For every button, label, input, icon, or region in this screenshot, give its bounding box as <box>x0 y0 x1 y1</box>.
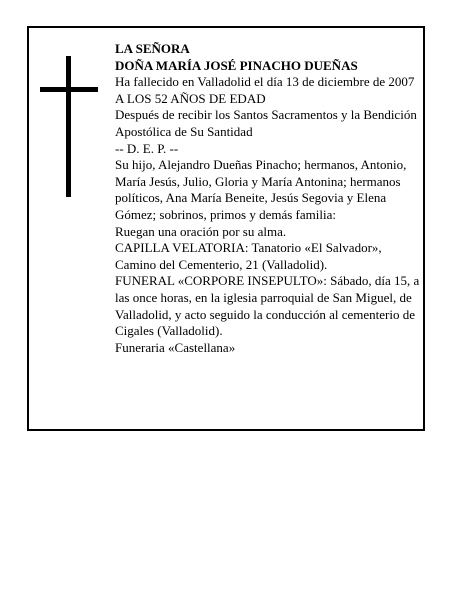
family-list: Su hijo, Alejandro Dueñas Pinacho; hermanos, Antonio, María Jesús, Julio, Gloria y María Antonina; hermanos políticos, Ana María Beneite, Jesús Segovia y Elena Gómez; sobrinos, primos y demás familia: <box>115 157 407 222</box>
death-statement: Ha fallecido en Valladolid el día 13 de diciembre de 2007 <box>115 74 415 90</box>
age-statement: A LOS 52 AÑOS DE EDAD <box>115 90 266 106</box>
cross-horizontal-bar <box>40 87 98 92</box>
notice-heading: LA SEÑORA <box>115 41 190 56</box>
obituary-notice <box>27 26 425 431</box>
cross-vertical-bar <box>66 56 71 197</box>
notice-text <box>115 41 421 356</box>
sacraments-statement: Después de recibir los Santos Sacramentos y la Bendición Apostólica de Su Santidad <box>115 107 417 139</box>
funeral-home: Funeraria «Castellana» <box>115 339 236 355</box>
funeral-information: FUNERAL «CORPORE INSEPULTO»: Sábado, día 15, a las once horas, en la iglesia parroquial de San Miguel, de Valladolid, y acto seguido la conducción al cementerio de Cigales (Valladolid). <box>115 273 420 339</box>
deceased-name: DOÑA MARÍA JOSÉ PINACHO DUEÑAS <box>115 57 358 73</box>
chapel-information: CAPILLA VELATORIA: Tanatorio «El Salvador», Camino del Cementerio, 21 (Valladolid). <box>115 240 382 272</box>
prayer-request: Ruegan una oración por su alma. <box>115 223 287 239</box>
rest-in-peace-line: -- D. E. P. -- <box>115 140 179 156</box>
